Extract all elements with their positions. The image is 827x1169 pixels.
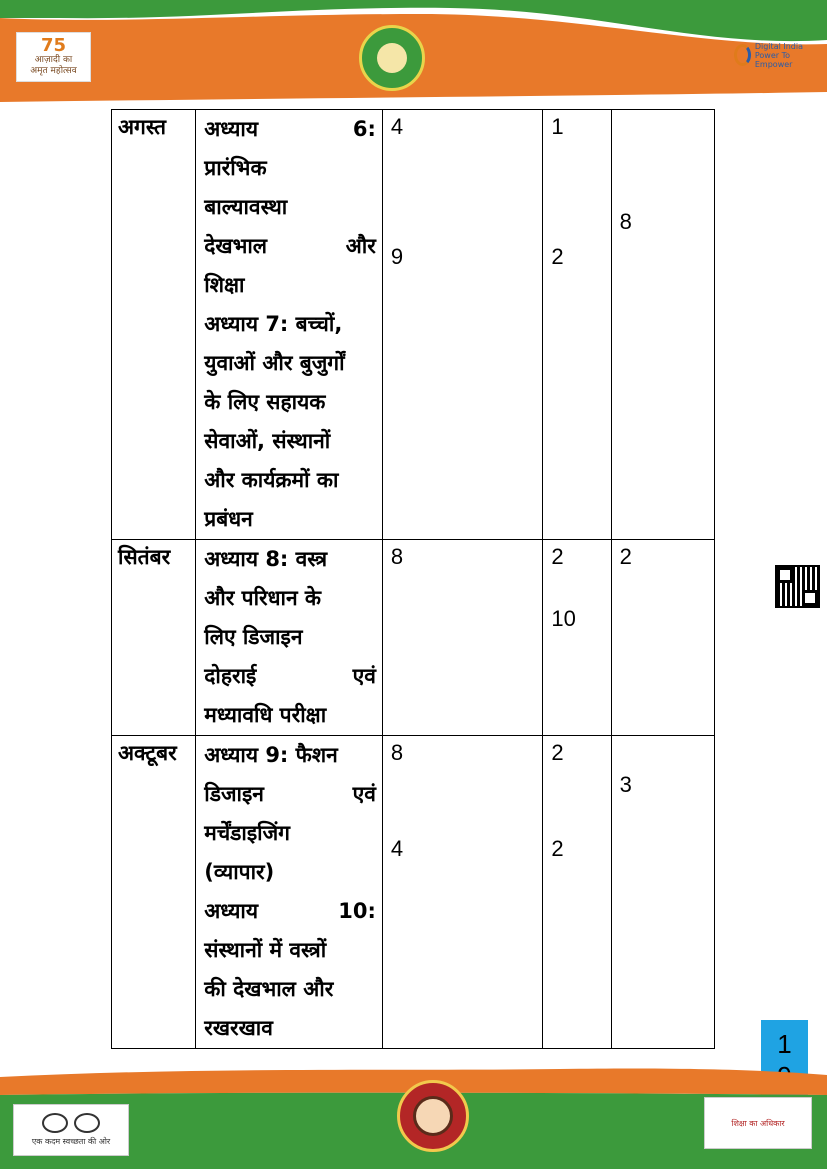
chapter-line <box>196 736 382 775</box>
chapter-text: रखरखाव <box>204 1016 273 1040</box>
qr-code-icon <box>775 565 820 608</box>
month-cell <box>112 736 196 1049</box>
value-cell <box>611 736 714 1049</box>
chapter-text: अध्याय 9: फैशन <box>204 743 338 767</box>
chapter-text: एवं <box>352 782 376 806</box>
value-cell <box>382 110 543 540</box>
month-label: सितंबर <box>118 545 171 569</box>
month-label: अक्टूबर <box>118 741 177 765</box>
chapter-text: शिक्षा <box>204 273 245 297</box>
chapter-line <box>196 892 382 931</box>
value-text: 4 <box>390 836 404 861</box>
month-label: अगस्त <box>118 115 167 139</box>
curriculum-table <box>111 109 715 1049</box>
value-text: 2 <box>551 740 564 765</box>
chapter-text: लिए डिजाइन <box>204 625 303 649</box>
chapter-text: और परिधान के <box>204 586 322 610</box>
chapter-text: (व्यापार) <box>204 860 275 884</box>
digital-india-ring-icon <box>734 44 751 66</box>
chapter-line <box>196 344 382 383</box>
digital-india-title: Digital India <box>754 41 803 51</box>
chapter-text: अध्याय 7: बच्चों, <box>204 312 343 336</box>
chapter-text: देखभाल <box>204 234 268 258</box>
chapter-text: प्रारंभिक <box>204 156 267 180</box>
chapter-line <box>196 696 382 735</box>
chapter-line <box>196 383 382 422</box>
chapter-text: और कार्यक्रमों का <box>204 468 339 492</box>
page-number: 1 <box>761 1020 808 1099</box>
glasses-icon <box>42 1113 100 1133</box>
beti-bachao-beti-padhao-logo <box>397 1080 469 1152</box>
chapter-text: मध्यावधि परीक्षा <box>204 703 327 727</box>
value-cell <box>611 540 714 736</box>
chapter-text: मर्चेंडाइजिंग <box>204 821 290 845</box>
digital-india-logo <box>734 40 806 70</box>
value-text: 2 <box>619 544 632 569</box>
chapter-text: 10: <box>338 899 376 923</box>
digital-india-tagline: Power To Empower <box>754 50 793 69</box>
chapter-line <box>196 814 382 853</box>
chapter-text: एवं <box>352 664 376 688</box>
chapter-line <box>196 461 382 500</box>
chapter-text: 6: <box>352 117 376 141</box>
chapter-text: संस्थानों में वस्त्रों <box>204 938 327 962</box>
chapter-text: डिजाइन <box>204 782 264 806</box>
shiksha-ka-adhikar-logo: शिक्षा का अधिकार <box>704 1097 812 1149</box>
chapter-line <box>196 305 382 344</box>
value-text: 8 <box>390 544 404 569</box>
chapter-text: प्रबंधन <box>204 507 253 531</box>
board-seal-icon <box>359 25 425 91</box>
table-row <box>112 736 715 1049</box>
chapter-line <box>196 266 382 305</box>
chapter-line <box>196 500 382 539</box>
value-cell <box>382 540 543 736</box>
table-row <box>112 540 715 736</box>
chapter-text: सेवाओं, संस्थानों <box>204 429 331 453</box>
chapter-text: और <box>345 234 376 258</box>
value-text: 9 <box>390 244 404 269</box>
month-cell <box>112 540 196 736</box>
chapter-line <box>196 970 382 1009</box>
value-text: 2 <box>551 544 564 569</box>
chapter-text: दोहराई <box>204 664 257 688</box>
chapter-text: बाल्यावस्था <box>204 195 288 219</box>
value-text: 1 <box>551 114 564 139</box>
value-text: 8 <box>390 740 404 765</box>
value-text: 3 <box>619 772 632 797</box>
chapter-cell <box>196 110 383 540</box>
value-cell <box>543 540 611 736</box>
swachh-caption: एक कदम स्वच्छता की ओर <box>31 1137 111 1146</box>
chapter-line <box>196 657 382 696</box>
value-cell <box>543 110 611 540</box>
chapter-text: के लिए सहायक <box>204 390 326 414</box>
chapter-line <box>196 931 382 970</box>
chapter-line <box>196 227 382 266</box>
chapter-cell <box>196 736 383 1049</box>
chapter-line <box>196 775 382 814</box>
value-text: 4 <box>390 114 404 139</box>
value-cell <box>611 110 714 540</box>
value-text: 2 <box>551 836 564 861</box>
value-cell <box>382 736 543 1049</box>
chapter-text: अध्याय <box>204 899 259 923</box>
chapter-text: अध्याय 8: वस्त्र <box>204 547 328 571</box>
chapter-text: की देखभाल और <box>204 977 334 1001</box>
azadi-amrit-mahotsav-logo: 75 आज़ादी का अमृत महोत्सव <box>16 32 91 82</box>
chapter-line <box>196 188 382 227</box>
chapter-line <box>196 110 382 149</box>
chapter-line <box>196 422 382 461</box>
chapter-line <box>196 618 382 657</box>
chapter-text: युवाओं और बुजुर्गों <box>204 351 345 375</box>
month-cell <box>112 110 196 540</box>
chapter-line <box>196 540 382 579</box>
swachh-bharat-logo <box>13 1104 129 1156</box>
chapter-line <box>196 853 382 892</box>
value-text: 2 <box>551 244 564 269</box>
chapter-line <box>196 579 382 618</box>
chapter-cell <box>196 540 383 736</box>
value-text: 8 <box>619 209 632 234</box>
table-row <box>112 110 715 540</box>
value-text: 10 <box>551 606 576 631</box>
value-cell <box>543 736 611 1049</box>
chapter-text: अध्याय <box>204 117 259 141</box>
chapter-line <box>196 149 382 188</box>
chapter-line <box>196 1009 382 1048</box>
